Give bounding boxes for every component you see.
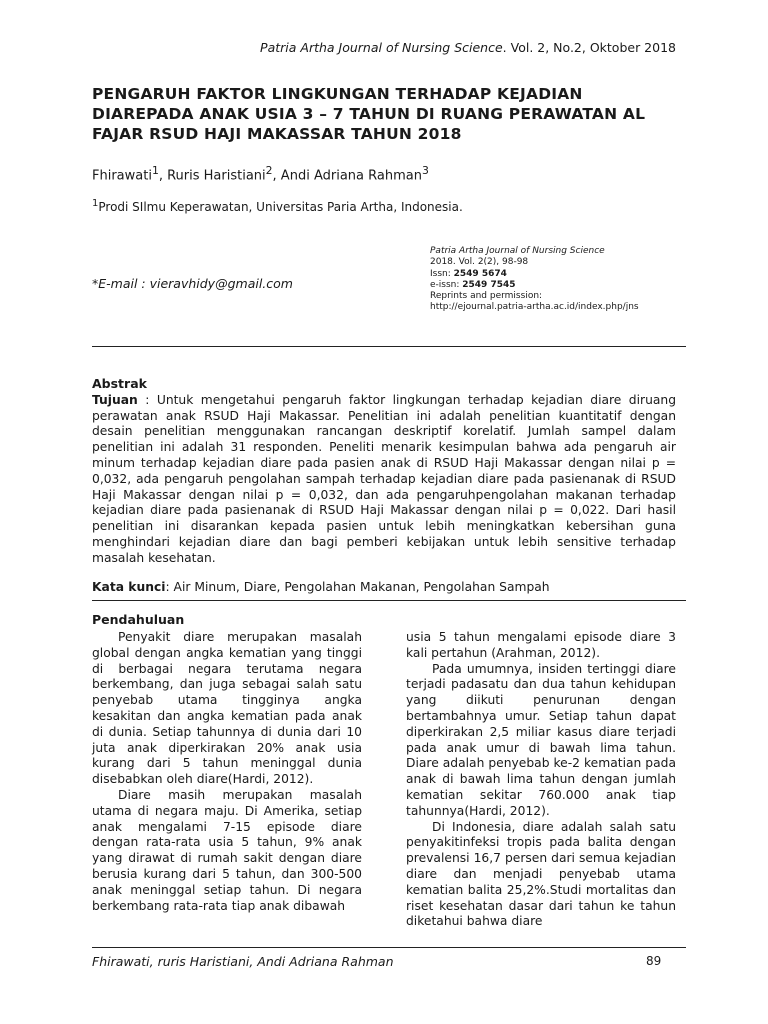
article-title: PENGARUH FAKTOR LINGKUNGAN TERHADAP KEJADIAN DIAREPADA ANAK USIA 3 – 7 TAHUN DI RUANG PERAWATAN AL FAJAR RSUD HAJI MAKASSAR TAHUN 2018 <box>92 85 646 143</box>
issue-info: . Vol. 2, No.2, Oktober 2018 <box>502 40 676 55</box>
running-header <box>92 40 676 55</box>
author-list <box>92 164 429 183</box>
tujuan-label: Tujuan <box>92 392 138 407</box>
right-column <box>406 630 676 930</box>
journal-name: Patria Artha Journal of Nursing Science <box>260 40 503 55</box>
issn-value: 2549 5674 <box>453 268 507 279</box>
journal-info-name: Patria Artha Journal of Nursing Science <box>430 246 605 256</box>
paragraph: Penyakit diare merupakan masalah global dengan angka kematian yang tinggi di berbagai negara terutama negara berkembang, dan juga sebagai salah satu penyebab utama tingginya angka kesakitan dan angka kematian pada anak di dunia. Setiap tahunnya di dunia dari 10 juta anak diperkirakan 20% anak usia kurang dari 5 tahun meninggal dunia disebabkan oleh diare(Hardi, 2012). <box>92 630 362 787</box>
left-column <box>92 630 362 914</box>
abstract-heading: Abstrak <box>92 376 147 391</box>
paragraph: Di Indonesia, diare adalah salah satu penyakitinfeksi tropis pada balita dengan prevalensi 16,7 persen dari semua kejadian diare dan menjadi penyebab utama kematian balita 25,2%.Studi mortalitas dan riset kesehatan dasar dari tahun ke tahun diketahui bahwa diare <box>406 819 676 929</box>
author-2: , Ruris Haristiani <box>158 168 266 184</box>
page-number: 89 <box>646 954 662 968</box>
affiliation-text: Prodi SIlmu Keperawatan, Universitas Paria Artha, Indonesia. <box>98 200 463 214</box>
keywords <box>92 580 686 594</box>
affiliation <box>92 198 463 214</box>
footer-divider <box>92 947 686 948</box>
journal-info-eissn <box>430 280 730 291</box>
author-1: Fhirawati <box>92 168 152 184</box>
affiliation-marker: 1 <box>92 198 99 209</box>
abstract-body <box>92 393 676 567</box>
abstract-section <box>92 376 676 567</box>
keywords-divider <box>92 600 686 601</box>
journal-info-url[interactable]: http://ejournal.patria-artha.ac.id/index.php/jns <box>430 302 639 313</box>
journal-info-box <box>430 246 730 314</box>
keywords-label: Kata kunci <box>92 580 166 594</box>
abstract-text: : Untuk mengetahui pengaruh faktor lingkungan terhadap kejadian diare diruang perawatan anak RSUD Haji Makassar. Penelitian ini adalah penelitian kuantitatif dengan desain penelitian menggunakan rancangan deskriptif korelatif. Jumlah sampel dalam penelitian ini adalah 31 responden. Peneliti menarik kesimpulan bahwa ada pengaruh air minum terhadap kejadian diare pada pasien anak di RSUD Haji Makassar dengan nilai p = 0,032, ada pengaruh pengolahan sampah terhadap kejadian diare pada pasienanak di RSUD Haji Makassar dengan nilai p = 0,032, dan ada pengaruhpengolahan makanan terhadap kejadian diare pada pasienanak di RSUD Haji Makassar dengan nilai p = 0,022. Dari hasil penelitian ini disarankan kepada pasien untuk lebih meningkatkan kebersihan guna menghindari kejadian diare dan bagi pemberi kebijakan untuk lebih sensitive terhadap masalah kesehatan. <box>92 392 676 565</box>
section-heading: Pendahuluan <box>92 612 185 627</box>
author-3: , Andi Adriana Rahman <box>272 168 422 184</box>
author-1-affil-marker: 1 <box>151 164 159 177</box>
author-3-affil-marker: 3 <box>421 164 429 177</box>
journal-info-issn <box>430 269 730 280</box>
issn-label: Issn: <box>430 268 454 279</box>
keywords-text: : Air Minum, Diare, Pengolahan Makanan, Pengolahan Sampah <box>165 580 550 594</box>
paragraph: Pada umumnya, insiden tertinggi diare terjadi padasatu dan dua tahun kehidupan yang diikuti penurunan dengan bertambahnya umur. Setiap tahun dapat diperkirakan 2,5 miliar kasus diare terjadi pada anak umur di bawah lima tahun. Diare adalah penyebab ke-2 kematian pada anak di bawah lima tahun dengan jumlah kematian sekitar 760.000 anak tiap tahunnya(Hardi, 2012). <box>406 661 676 818</box>
paragraph: Diare masih merupakan masalah utama di negara maju. Di Amerika, setiap anak mengalami 7-15 episode diare dengan rata-rata usia 5 tahun, 9% anak yang dirawat di rumah sakit dengan diare berusia kurang dari 5 tahun, dan 300-500 anak meninggal setiap tahun. Di negara berkembang rata-rata tiap anak dibawah <box>92 787 362 913</box>
footer-authors: Fhirawati, ruris Haristiani, Andi Adriana Rahman <box>92 954 394 969</box>
eissn-value: 2549 7545 <box>462 279 516 290</box>
header-divider <box>92 346 686 347</box>
journal-info-reprints: Reprints and permission: <box>430 291 543 302</box>
eissn-label: e-issn: <box>430 279 463 290</box>
paragraph: usia 5 tahun mengalami episode diare 3 kali pertahun (Arahman, 2012). <box>406 630 676 660</box>
journal-info-citation: 2018. Vol. 2(2), 98-98 <box>430 257 529 268</box>
corresponding-email: *E-mail : vieravhidy@gmail.com <box>92 276 293 291</box>
author-2-affil-marker: 2 <box>265 164 273 177</box>
